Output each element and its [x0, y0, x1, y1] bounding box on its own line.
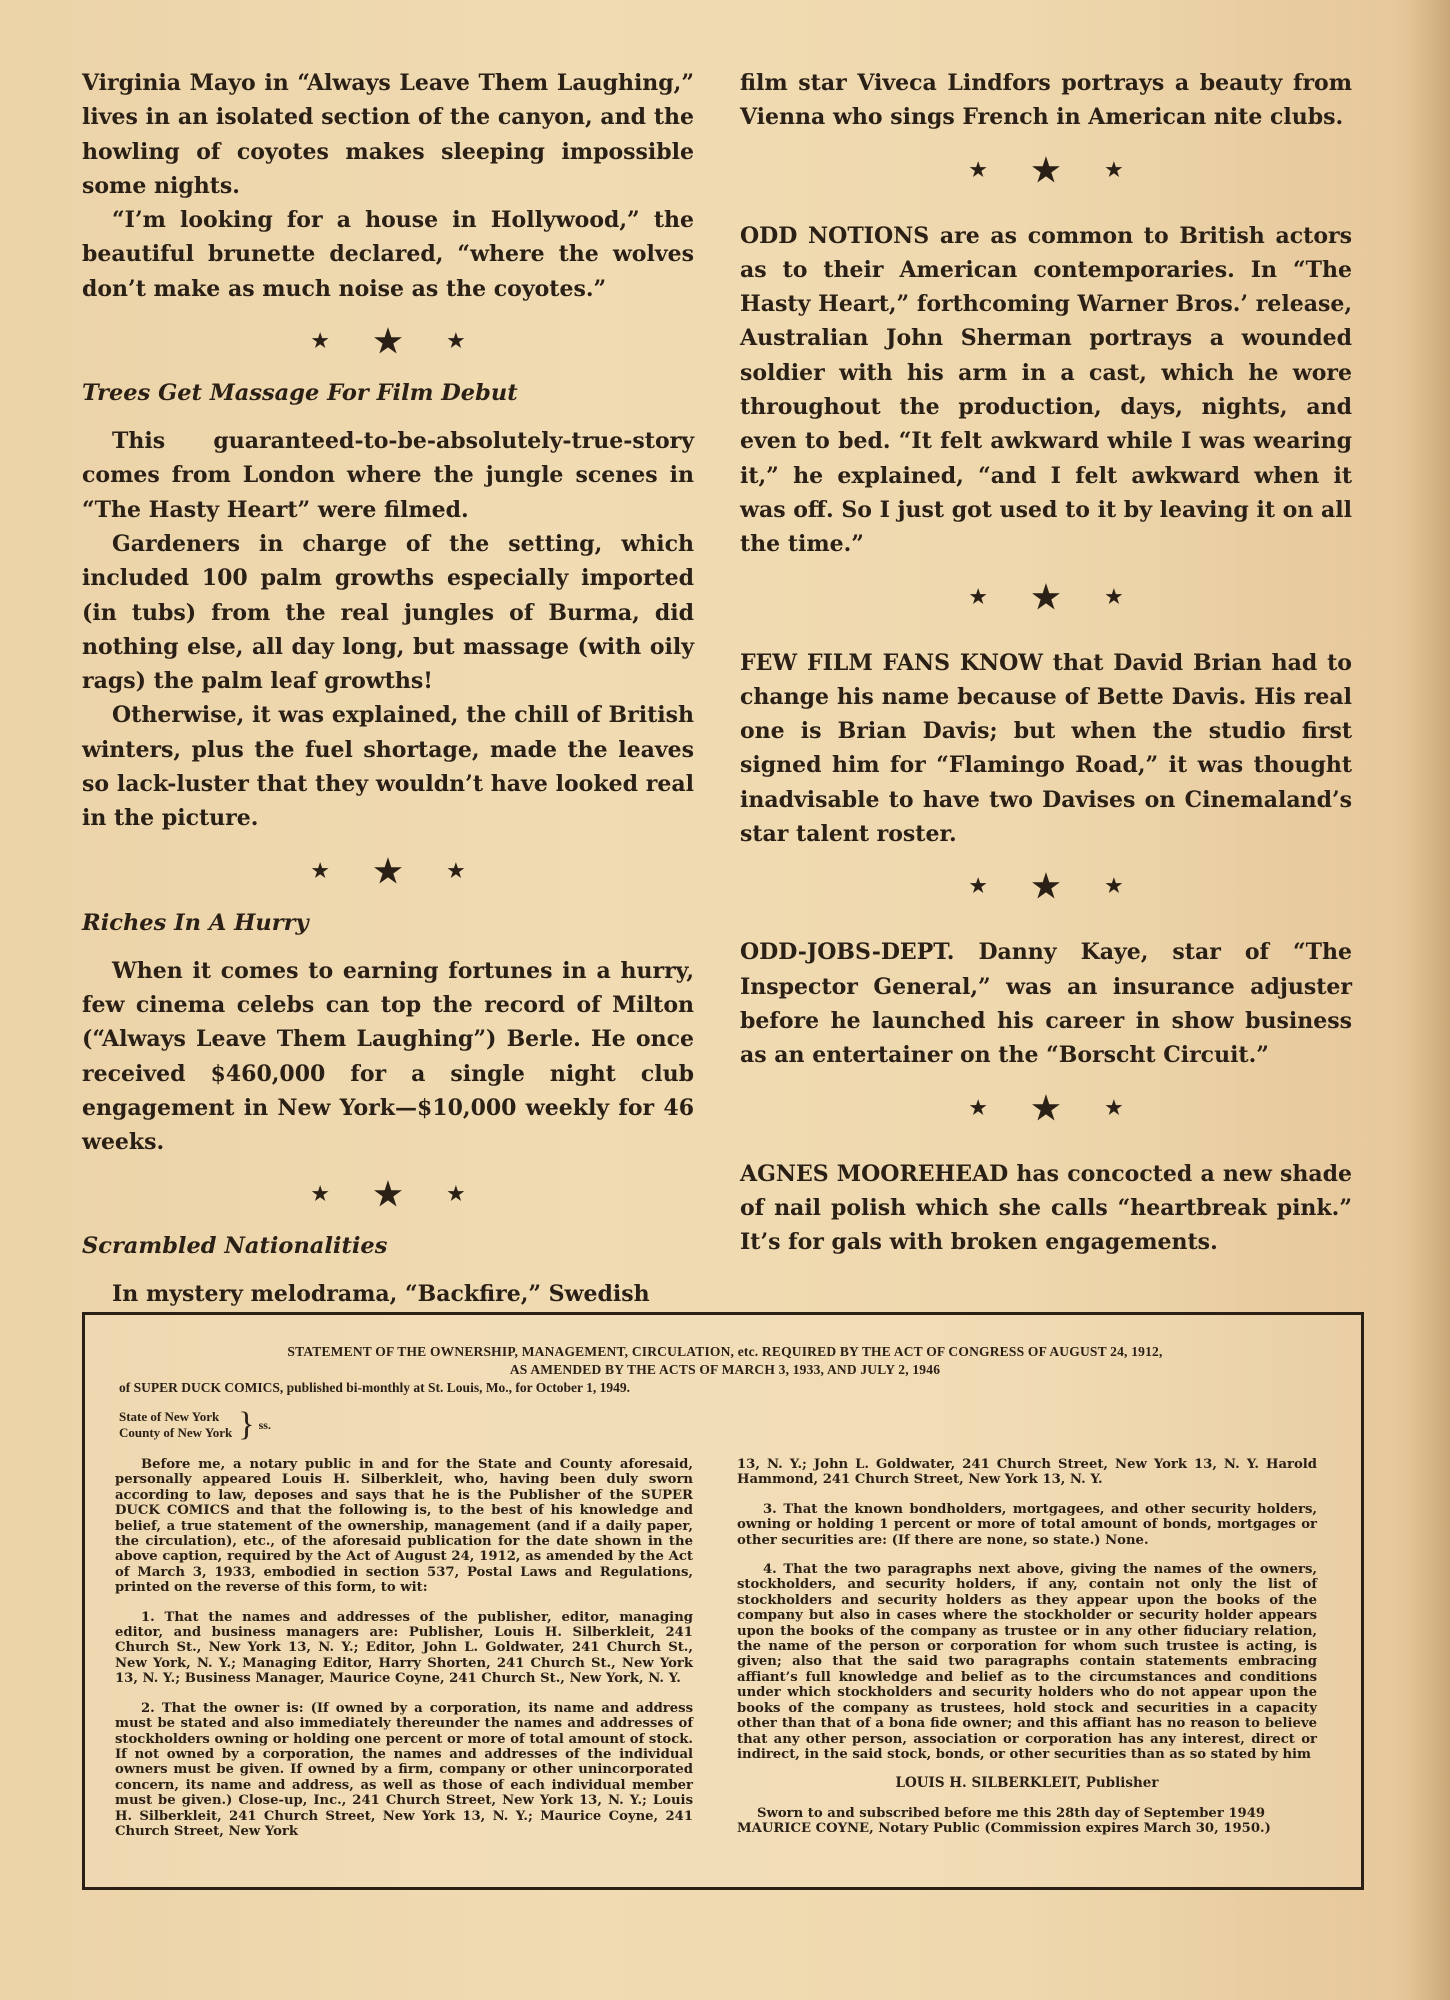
- statement-paragraph-2: 2. That the owner is: (If owned by a corporation, its name and address must be stated and also immediately thereunder the names and addresses of stockholders owning or holding one percent or more of total amount of stock. If not owned by a corporation, the names and addresses of the individual owners must be given. If owned by a firm, company or other unincorporated concern, its name and address, as well as those of each individual member must be given.) Close-up, Inc., 241 Church Street, New York 13, N. Y.; Louis H. Silberkleit, 241 Church Street, New York 13, N. Y.; Maurice Coyne, 241 Church Street, New York: [115, 1700, 693, 1839]
- small-star-icon: ★: [969, 158, 987, 181]
- small-star-icon: ★: [1105, 158, 1123, 181]
- small-star-icon: ★: [311, 1183, 329, 1206]
- page-edge-shadow: [1410, 0, 1450, 2000]
- odd-notions-lead: ODD NOTIONS: [740, 222, 930, 249]
- large-star-icon: ★: [1031, 1088, 1061, 1127]
- statement-paragraph-4: 4. That the two paragraphs next above, giving the names of the owners, stockholders, and security holders, if any, contain not only the list of stockholders and security holders as they appear upon the books of the company but also in cases where the stockholder or security holder appears upon the books of the company as trustee or in any other fiduciary relation, the name of the person or corporation for whom such trustee is acting, is given; also that the said two paragraphs contain statements embracing affiant’s full knowledge and belief as to the circumstances and conditions under which stockholders and security holders who do not appear upon the books of the company as trustees, hold stock and securities in a capacity other than that of a bona fide owner; and this affiant has no reason to believe that any other person, association or corporation has any interest, direct or indirect, in the said stock, bonds, or other securities than as so stated by him: [737, 1562, 1317, 1762]
- film-fans-text: that David Brian had to change his name because of Bette Davis. His real one is Brian Davis; but when the studio first signed him for “Flamingo Road,” it was thought inadvisable to have two Davises on Cinemaland’s star talent roster.: [740, 649, 1352, 848]
- statement-paragraph-2-continued: 13, N. Y.; John L. Goldwater, 241 Church Street, New York 13, N. Y. Harold Hammond, 241 Church Street, New York 13, N. Y.: [737, 1457, 1317, 1488]
- intro-paragraph-1: Virginia Mayo in “Always Leave Them Laughing,” lives in an isolated section of the canyon, and the howling of coyotes makes sleeping impossible some nights.: [82, 70, 694, 199]
- statement-paragraph-3: 3. That the known bondholders, mortgagees, and other security holders, owning or holding 1 percent or more of total amount of bonds, mortgages or other securities are: (If there are none, so state.) None.: [737, 1501, 1317, 1548]
- riches-paragraph-1: When it comes to earning fortunes in a hurry, few cinema celebs can top the record of Milton (“Always Leave Them Laughing”) Berle. He once received $460,000 for a single night club engagement in New York—$10,000 weekly for 46 weeks.: [82, 957, 694, 1156]
- trees-paragraph-3: Otherwise, it was explained, the chill of British winters, plus the fuel shortage, made the leaves so lack-luster that they wouldn’t have looked real in the picture.: [82, 702, 694, 832]
- large-star-icon: ★: [1031, 867, 1061, 906]
- small-star-icon: ★: [969, 1096, 987, 1119]
- star-divider: [82, 1159, 694, 1229]
- film-fans-paragraph: [740, 646, 1352, 852]
- section-heading-trees: Trees Get Massage For Film Debut: [82, 380, 518, 407]
- trees-paragraph-1: This guaranteed-to-be-absolutely-true-story comes from London where the jungle scenes in “The Hasty Heart” were filmed.: [82, 428, 694, 523]
- sworn-line: Sworn to and subscribed before me this 28th day of September 1949: [757, 1805, 1266, 1821]
- large-star-icon: ★: [373, 1175, 403, 1214]
- odd-jobs-text: Danny Kaye, star of “The Inspector General,” was an insurance adjuster before he launched his career in show business as an entertainer on the “Borscht Circuit.”: [740, 939, 1352, 1069]
- small-star-icon: ★: [969, 585, 987, 608]
- right-column: [740, 66, 1352, 1259]
- small-star-icon: ★: [311, 859, 329, 882]
- star-divider: [82, 836, 694, 906]
- small-star-icon: ★: [1105, 585, 1123, 608]
- trees-paragraph-2: Gardeners in charge of the setting, which included 100 palm growths especially imported (in tubs) from the real jungles of Burma, did nothing else, all day long, but massage (with oily rags) the palm leaf growths!: [82, 530, 694, 695]
- odd-notions-text: are as common to British actors as to their American contemporaries. In “The Hasty Heart,” forthcoming Warner Bros.’ release, Australian John Sherman portrays a wounded soldier with his arm in a cast, which he wore throughout the production, days, nights, and even to bed. “It felt awkward while I was wearing it,” he explained, “and I felt awkward when it was off. So I just got used to it by leaving it on all the time.”: [740, 222, 1352, 558]
- statement-content: [119, 1343, 1331, 1441]
- odd-jobs-paragraph: [740, 935, 1352, 1072]
- ss-label: ss.: [258, 1418, 271, 1432]
- continued-paragraph: film star Viveca Lindfors portrays a beauty from Vienna who sings French in American nite clubs.: [740, 70, 1352, 131]
- county-line: County of New York: [119, 1425, 233, 1440]
- small-star-icon: ★: [447, 1183, 465, 1206]
- statement-before-paragraph: Before me, a notary public in and for the State and County aforesaid, personally appeared Louis H. Silberkleit, who, having been duly sworn according to law, deposes and says that he is the Publisher of the SUPER DUCK COMICS and that the following is, to the best of his knowledge and belief, a true statement of the ownership, management (and if a daily paper, the circulation), etc., of the aforesaid publication for the date shown in the above caption, required by the Act of August 24, 1912, as amended by the Act of March 3, 1933, embodied in section 537, Postal Laws and Regulations, printed on the reverse of this form, to wit:: [115, 1457, 693, 1596]
- large-star-icon: ★: [373, 322, 403, 361]
- star-divider: [740, 1073, 1352, 1143]
- statement-paragraph-1: 1. That the names and addresses of the publisher, editor, managing editor, and business managers are: Publisher, Louis H. Silberkleit, 241 Church St., New York 13, N. Y.; Editor, John L. Goldwater, 241 Church St., New York, N. Y.; Managing Editor, Harry Shorten, 241 Church St., New York 13, N. Y.; Business Manager, Maurice Coyne, 241 Church St., New York, N. Y.: [115, 1609, 693, 1687]
- star-divider: [740, 562, 1352, 632]
- notary-line: MAURICE COYNE, Notary Public (Commission expires March 30, 1950.): [737, 1821, 1271, 1837]
- agnes-paragraph: [740, 1157, 1352, 1260]
- state-line: State of New York: [119, 1409, 220, 1424]
- star-divider: [740, 851, 1352, 921]
- statement-left-column: [115, 1457, 693, 1853]
- small-star-icon: ★: [447, 330, 465, 353]
- star-divider: [740, 135, 1352, 205]
- small-star-icon: ★: [1105, 875, 1123, 898]
- brace-icon: }: [238, 1406, 255, 1443]
- statement-title-line-1: STATEMENT OF THE OWNERSHIP, MANAGEMENT, CIRCULATION, etc. REQUIRED BY THE ACT OF CONGRESS OF AUGUST 24, 1912,: [287, 1344, 1163, 1359]
- scrambled-paragraph-1: In mystery melodrama, “Backfire,” Swedish: [112, 1281, 650, 1308]
- venue-block: [119, 1406, 1331, 1443]
- star-divider: [82, 306, 694, 376]
- odd-jobs-lead: ODD-JOBS-DEPT.: [740, 939, 955, 966]
- film-fans-lead: FEW FILM FANS KNOW: [740, 649, 1043, 676]
- section-heading-scrambled: Scrambled Nationalities: [82, 1233, 388, 1260]
- large-star-icon: ★: [1031, 577, 1061, 616]
- statement-right-column: [737, 1457, 1317, 1837]
- statement-title-line-3: of SUPER DUCK COMICS, published bi-monthly at St. Louis, Mo., for October 1, 1949.: [119, 1380, 631, 1395]
- large-star-icon: ★: [373, 851, 403, 890]
- intro-paragraph-2: “I’m looking for a house in Hollywood,” the beautiful brunette declared, “where the wolves don’t make as much noise as the coyotes.”: [82, 207, 694, 302]
- small-star-icon: ★: [1105, 1096, 1123, 1119]
- left-column: [82, 66, 694, 1312]
- small-star-icon: ★: [969, 875, 987, 898]
- publisher-signature: LOUIS H. SILBERKLEIT, Publisher: [895, 1775, 1159, 1792]
- venue-lines: [119, 1409, 232, 1441]
- large-star-icon: ★: [1031, 150, 1061, 189]
- small-star-icon: ★: [311, 330, 329, 353]
- agnes-lead: AGNES MOOREHEAD: [740, 1160, 1009, 1187]
- statement-title-line-2: AS AMENDED BY THE ACTS OF MARCH 3, 1933, AND JULY 2, 1946: [509, 1362, 941, 1377]
- section-heading-riches: Riches In A Hurry: [82, 909, 309, 936]
- small-star-icon: ★: [447, 859, 465, 882]
- ownership-statement-box: [82, 1312, 1364, 1890]
- odd-notions-paragraph: [740, 219, 1352, 562]
- agnes-text: has concocted a new shade of nail polish which she calls “heartbreak pink.” It’s for gals with broken engagements.: [740, 1160, 1352, 1256]
